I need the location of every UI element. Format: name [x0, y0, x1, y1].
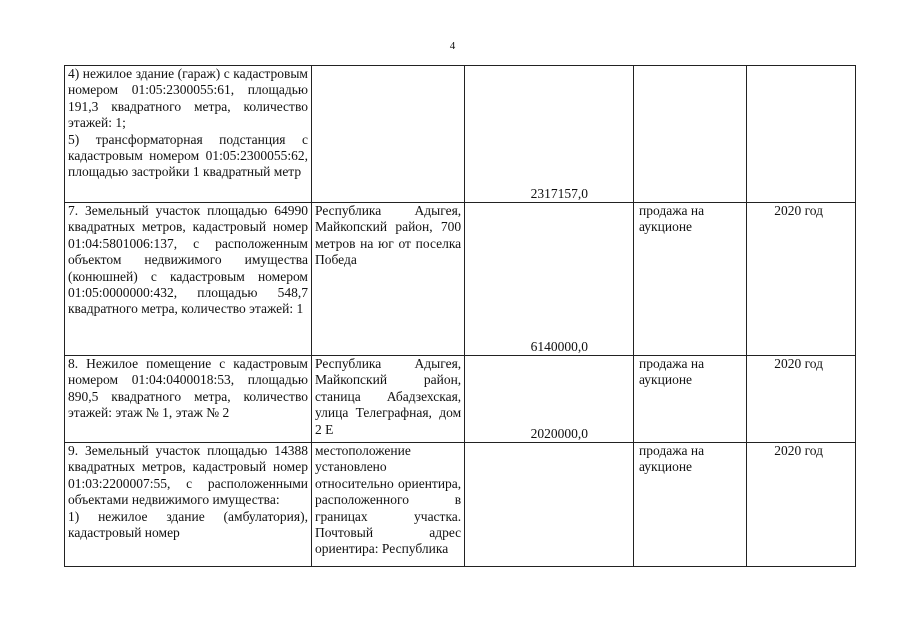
year-cell: 2020 год [746, 443, 855, 567]
location-cell: местоположение установлено относительно ориентира, расположенного в границах участка. Почтовый адрес ориентира: Республика [311, 443, 464, 567]
table-row [65, 203, 856, 356]
property-table [64, 65, 856, 567]
price-cell: 2317157,0 [465, 66, 634, 203]
price-cell [465, 443, 634, 567]
description-cell: 9. Земельный участок площадью 14388 квадратных метров, кадастровый номер 01:03:2200007:55, с расположенными объектами недвижимого имущества: 1) нежилое здание (амбулатория), кадастровый номер [65, 443, 312, 567]
price-cell: 6140000,0 [465, 203, 634, 356]
description-cell: 8. Нежилое помещение с кадастровым номером 01:04:0400018:53, площадью 890,5 квадратного метра, количество этажей: этаж № 1, этаж № 2 [65, 356, 312, 443]
location-cell [311, 66, 464, 203]
sale-method-cell: продажа на аукционе [634, 443, 747, 567]
sale-method-cell: продажа на аукционе [634, 356, 747, 443]
table-row [65, 66, 856, 203]
page-number: 4 [449, 40, 456, 52]
year-cell [746, 66, 855, 203]
sale-method-cell: продажа на аукционе [634, 203, 747, 356]
table-row [65, 443, 856, 567]
year-cell: 2020 год [746, 203, 855, 356]
description-cell: 4) нежилое здание (гараж) с кадастровым номером 01:05:2300055:61, площадью 191,3 квадратного метра, количество этажей: 1; 5) трансформаторная подстанция с кадастровым номером 01:05:2300055:62, площадью застройки 1 квадратный метр [65, 66, 312, 203]
sale-method-cell [634, 66, 747, 203]
description-cell: 7. Земельный участок площадью 64990 квадратных метров, кадастровый номер 01:04:5801006:137, с расположенным объектом недвижимого имущества (конюшней) с кадастровым номером 01:05:0000000:432, площадью 548,7 квадратного метра, количество этажей: 1 [65, 203, 312, 356]
year-cell: 2020 год [746, 356, 855, 443]
price-cell: 2020000,0 [465, 356, 634, 443]
table-row [65, 356, 856, 443]
location-cell: Республика Адыгея, Майкопский район, станица Абадзехская, улица Телеграфная, дом 2 Е [311, 356, 464, 443]
location-cell: Республика Адыгея, Майкопский район, 700 метров на юг от поселка Победа [311, 203, 464, 356]
